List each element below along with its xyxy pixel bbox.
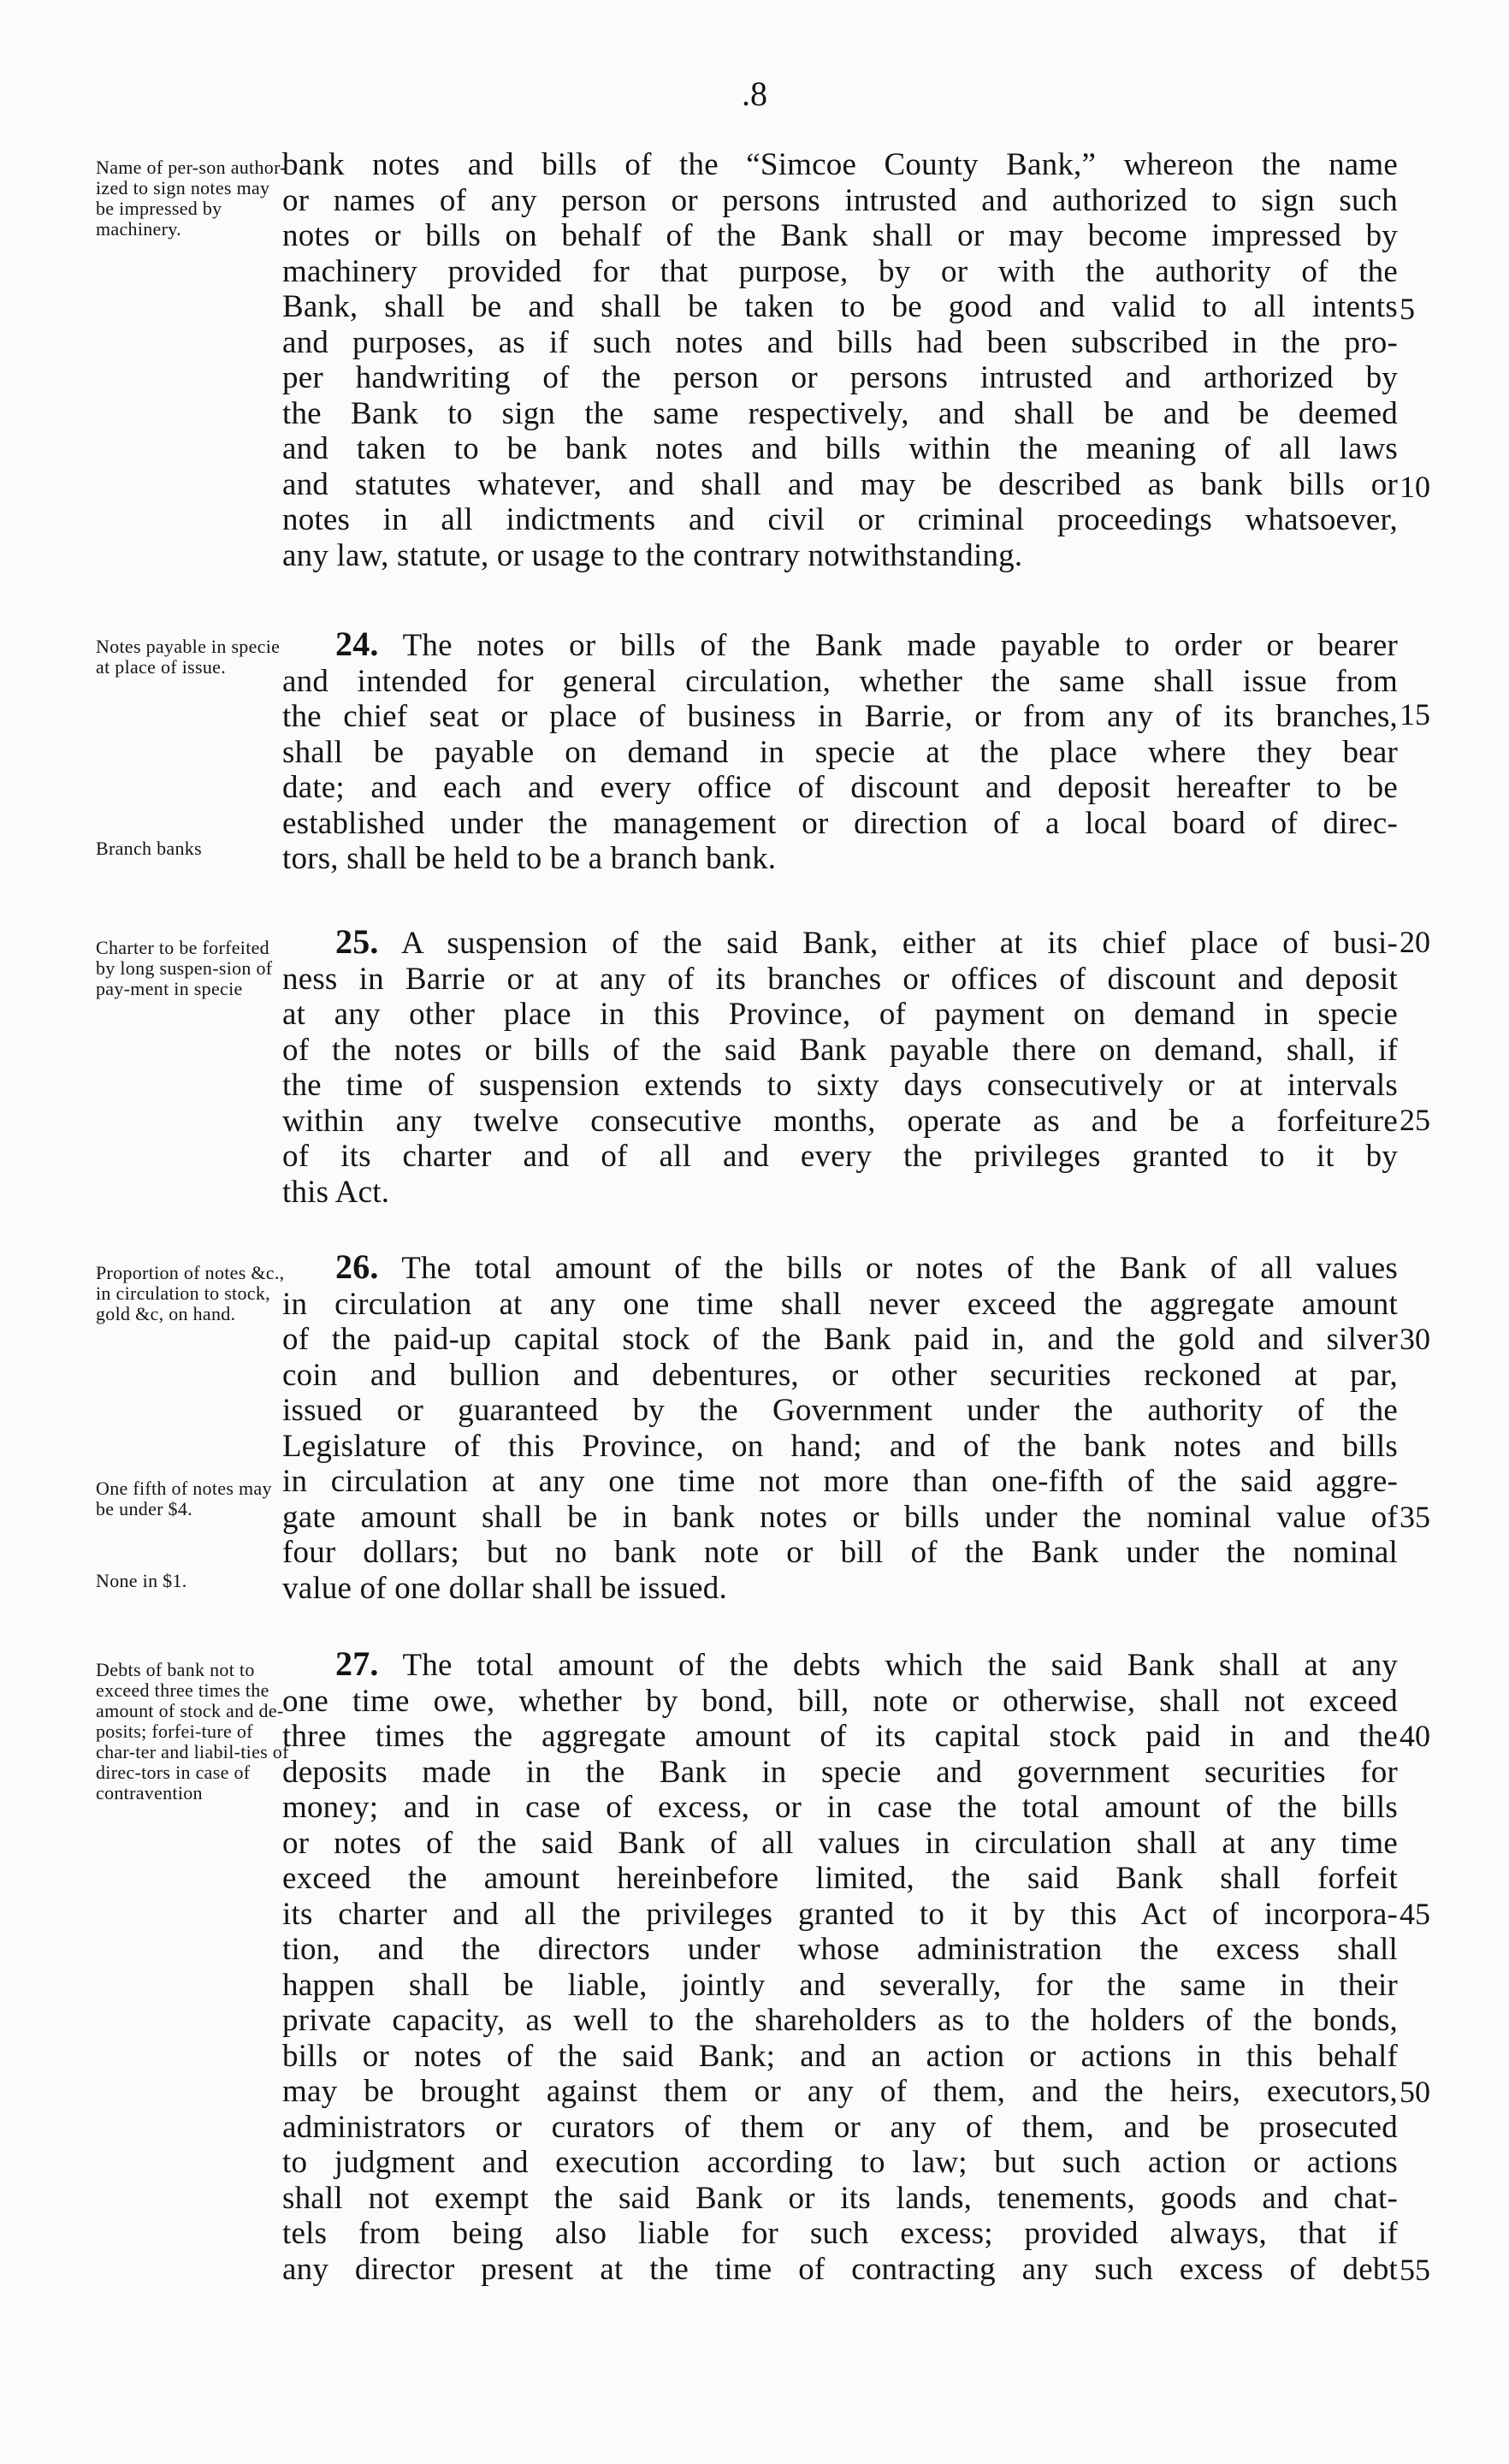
margin-note: Notes payable in specie at place of issue.: [96, 636, 281, 678]
section-body: [282, 1646, 1398, 2287]
text-line: any law, statute, or usage to the contrary notwithstanding.: [282, 537, 1023, 573]
text-line: to judgment and execution according to law; but such action or actions: [282, 2145, 1398, 2180]
text-line: tels from being also liable for such excess; provided always, that if: [282, 2216, 1398, 2251]
text-line: administrators or curators of them or any of them, and be prosecuted: [282, 2109, 1398, 2145]
text-line: bills or notes of the said Bank; and an action or actions in this behalf: [282, 2038, 1398, 2074]
text-line: the Bank to sign the same respectively, and shall be and be deemed: [282, 395, 1398, 431]
line-number: 20: [1400, 925, 1430, 959]
text-line: tors, shall be held to be a branch bank.: [282, 841, 777, 876]
text-line: notes or bills on behalf of the Bank shall or may become impressed by: [282, 218, 1398, 253]
section-number: 25.: [335, 922, 379, 961]
text-line: one time owe, whether by bond, bill, note or otherwise, shall not exceed: [282, 1683, 1398, 1719]
text-line: per handwriting of the person or persons intrusted and arthorized by: [282, 360, 1398, 395]
text-line: in circulation at any one time not more than one-fifth of the said aggre-: [282, 1464, 1398, 1499]
margin-note: Debts of bank not to exceed three times the amount of stock and de-posits; forfei-ture of char-ter and liabil-ties of direc-tors in case of contravention: [96, 1659, 289, 1804]
text-line: gate amount shall be in bank notes or bills under the nominal value of: [282, 1499, 1398, 1535]
text-line: shall be payable on demand in specie at the place where they bear: [282, 734, 1398, 770]
text-line: four dollars; but no bank note or bill of the Bank under the nominal: [282, 1535, 1398, 1570]
text-line: Legislature of this Province, on hand; and of the bank notes and bills: [282, 1428, 1398, 1464]
section-number: 24.: [335, 625, 379, 663]
section-number: 26.: [335, 1247, 379, 1286]
section-body: [282, 626, 1398, 877]
margin-note: Proportion of notes &c., in circulation to stock, gold &c, on hand.: [96, 1262, 285, 1324]
line-number: 40: [1400, 1719, 1430, 1753]
text-line: happen shall be liable, jointly and severally, for the same in their: [282, 1967, 1398, 2003]
text-line: date; and each and every office of discount and deposit hereafter to be: [282, 770, 1398, 805]
text-line: exceed the amount hereinbefore limited, the said Bank shall forfeit: [282, 1861, 1398, 1896]
text-line: the chief seat or place of business in Barrie, or from any of its branches,: [282, 699, 1398, 734]
text-line: deposits made in the Bank in specie and government securities for: [282, 1754, 1398, 1790]
line-number: 15: [1400, 697, 1430, 732]
line-number: 50: [1400, 2075, 1430, 2109]
text-line: tion, and the directors under whose administration the excess shall: [282, 1932, 1398, 1967]
line-number: 10: [1400, 470, 1430, 504]
margin-note: One fifth of notes may be under $4.: [96, 1478, 272, 1519]
text-line: of the paid-up capital stock of the Bank paid in, and the gold and silver: [282, 1322, 1398, 1357]
text-line: established under the management or direction of a local board of direc-: [282, 805, 1398, 841]
text-line: 27. The total amount of the debts which the said Bank shall at any: [335, 1644, 1398, 1683]
margin-note: Name of per-son author-ized to sign notes may be impressed by machinery.: [96, 157, 287, 240]
text-line: and taken to be bank notes and bills within the meaning of all laws: [282, 431, 1398, 466]
line-number: 25: [1400, 1103, 1430, 1137]
section-body: [282, 924, 1398, 1210]
text-line: in circulation at any one time shall never exceed the aggregate amount: [282, 1286, 1398, 1322]
text-line: shall not exempt the said Bank or its lands, tenements, goods and chat-: [282, 2180, 1398, 2216]
text-line: may be brought against them or any of them, and the heirs, executors,: [282, 2074, 1398, 2109]
text-line: and intended for general circulation, whether the same shall issue from: [282, 663, 1398, 699]
text-line: at any other place in this Province, of payment on demand in specie: [282, 997, 1398, 1032]
margin-note: Branch banks: [96, 838, 202, 859]
text-line: bank notes and bills of the “Simcoe County Bank,” whereon the name: [282, 147, 1398, 182]
section-body: [282, 147, 1398, 573]
text-line: and statutes whatever, and shall and may be described as bank bills or: [282, 466, 1398, 502]
text-line: this Act.: [282, 1174, 390, 1210]
line-number: 45: [1400, 1897, 1430, 1931]
text-line: private capacity, as well to the shareholders as to the holders of the bonds,: [282, 2003, 1398, 2038]
text-line: of the notes or bills of the said Bank payable there on demand, shall, if: [282, 1032, 1398, 1068]
page-number: .8: [742, 74, 767, 113]
text-line: coin and bullion and debentures, or other securities reckoned at par,: [282, 1357, 1398, 1393]
text-line: three times the aggregate amount of its capital stock paid in and the: [282, 1719, 1398, 1754]
text-line: 24. The notes or bills of the Bank made payable to order or bearer: [335, 625, 1398, 663]
text-line: its charter and all the privileges granted to it by this Act of incorpora-: [282, 1896, 1398, 1932]
text-line: within any twelve consecutive months, operate as and be a forfeiture: [282, 1103, 1398, 1139]
section-number: 27.: [335, 1644, 379, 1683]
section-body: [282, 1249, 1398, 1606]
line-number: 5: [1400, 292, 1415, 326]
text-line: or notes of the said Bank of all values in circulation shall at any time: [282, 1825, 1398, 1861]
text-line: any director present at the time of contracting any such excess of debt: [282, 2251, 1398, 2287]
line-number: 30: [1400, 1322, 1430, 1356]
line-number: 35: [1400, 1500, 1430, 1534]
text-line: value of one dollar shall be issued.: [282, 1570, 727, 1606]
text-line: or names of any person or persons intrusted and authorized to sign such: [282, 182, 1398, 218]
margin-note: None in $1.: [96, 1570, 187, 1591]
text-line: issued or guaranteed by the Government under the authority of the: [282, 1393, 1398, 1428]
text-line: of its charter and of all and every the privileges granted to it by: [282, 1139, 1398, 1174]
text-line: the time of suspension extends to sixty days consecutively or at intervals: [282, 1068, 1398, 1103]
line-number: 55: [1400, 2253, 1430, 2287]
text-line: money; and in case of excess, or in case the total amount of the bills: [282, 1790, 1398, 1825]
text-line: and purposes, as if such notes and bills had been subscribed in the pro-: [282, 324, 1398, 360]
text-line: ness in Barrie or at any of its branches or offices of discount and deposit: [282, 961, 1398, 997]
margin-note: Charter to be forfeited by long suspen-sion of pay-ment in specie: [96, 937, 273, 999]
text-line: 25. A suspension of the said Bank, either at its chief place of busi-: [335, 922, 1398, 961]
text-line: 26. The total amount of the bills or notes of the Bank of all values: [335, 1247, 1398, 1286]
text-line: notes in all indictments and civil or criminal proceedings whatsoever,: [282, 502, 1398, 537]
text-line: Bank, shall be and shall be taken to be good and valid to all intents: [282, 289, 1398, 324]
text-line: machinery provided for that purpose, by or with the authority of the: [282, 253, 1398, 289]
